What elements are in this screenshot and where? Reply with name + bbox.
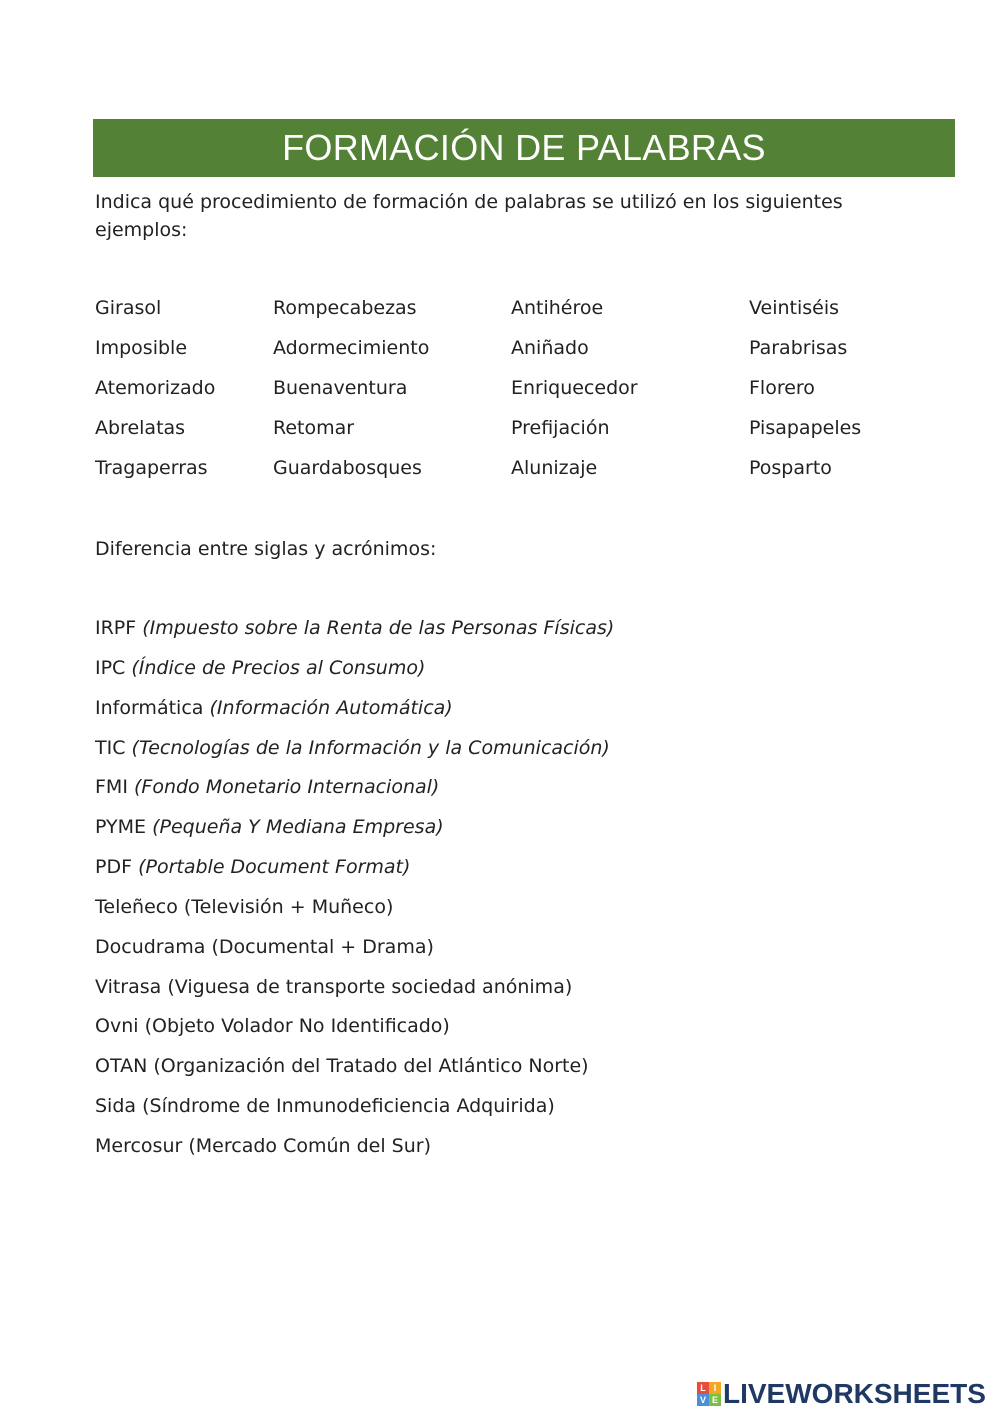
abbreviation-expansion: (Pequeña Y Mediana Empresa) [152,816,444,839]
abbreviation-item [95,1092,955,1132]
abbreviation-term: IRPF [95,617,137,639]
abbreviation-item [95,893,955,933]
abbreviation-expansion: (Fondo Monetario Internacional) [133,776,440,799]
word-example: Aniñado [511,337,589,359]
abbreviation-item [95,773,955,813]
logo-tile: L [697,1382,709,1394]
abbreviation-item [95,614,955,654]
page-title: FORMACIÓN DE PALABRAS [282,127,766,168]
abbreviation-term: OTAN [95,1055,148,1078]
logo-tile: I [709,1382,721,1394]
abbreviation-term: Sida [95,1095,137,1118]
abbreviation-item [95,734,955,774]
abbreviation-expansion: (Organización del Tratado del Atlántico Norte) [153,1055,589,1078]
abbreviation-expansion: (Mercado Común del Sur) [188,1134,431,1157]
word-example: Tragaperras [95,457,208,479]
abbreviation-term: PDF [95,856,133,879]
abbreviation-term: Ovni [95,1015,139,1038]
word-example: Pisapapeles [749,417,862,439]
title-banner [93,119,955,177]
word-example: Adormecimiento [273,337,430,359]
abbreviation-expansion: (Impuesto sobre la Renta de las Personas Físicas) [142,617,615,639]
word-example: Enriquecedor [511,377,638,399]
word-examples-grid [95,294,955,494]
abbreviation-term: FMI [95,776,128,799]
abbreviation-item [95,813,955,853]
abbreviation-term: Informática [95,696,204,719]
abbreviation-expansion: (Documental + Drama) [211,935,434,958]
word-row [95,294,955,334]
section-subheading: Diferencia entre siglas y acrónimos: [95,538,437,560]
word-example: Guardabosques [273,457,422,479]
abbreviation-term: Vitrasa [95,975,162,998]
abbreviation-expansion: (Información Automática) [209,696,453,719]
abbreviation-expansion: (Síndrome de Inmunodeficiencia Adquirida) [142,1095,555,1118]
word-example: Imposible [95,337,188,359]
abbreviation-term: Teleñeco [95,895,178,918]
logo-tile: E [709,1394,721,1406]
word-example: Buenaventura [273,377,408,399]
abbreviation-item [95,1132,955,1172]
abbreviation-term: TIC [95,736,126,759]
abbreviation-item [95,973,955,1013]
abbreviation-item [95,694,955,734]
logo-text: LIVEWORKSHEETS [723,1378,986,1409]
word-example: Abrelatas [95,417,186,439]
abbreviation-expansion: (Televisión + Muñeco) [183,895,394,918]
abbreviation-item [95,853,955,893]
abbreviation-expansion: (Viguesa de transporte sociedad anónima) [167,975,573,998]
logo-tile: V [697,1394,709,1406]
word-example: Veintiséis [749,297,840,319]
abbreviation-expansion: (Tecnologías de la Información y la Comunicación) [131,736,610,759]
word-example: Retomar [273,417,355,439]
word-example: Parabrisas [749,337,848,359]
logo-icon [697,1382,721,1406]
word-example: Rompecabezas [273,297,417,319]
instruction-text: Indica qué procedimiento de formación de palabras se utilizó en los siguientes ejemplos: [95,191,843,241]
word-example: Posparto [749,457,832,479]
word-example: Antihéroe [511,297,604,319]
word-example: Girasol [95,297,162,319]
word-example: Florero [749,377,815,399]
word-row [95,414,955,454]
word-example: Alunizaje [511,457,598,479]
abbreviation-item [95,1052,955,1092]
word-example: Atemorizado [95,377,216,399]
liveworksheets-logo [697,1378,986,1410]
abbreviation-term: PYME [95,816,147,839]
abbreviation-term: Docudrama [95,935,206,958]
word-row [95,334,955,374]
word-row [95,454,955,494]
abbreviation-item [95,933,955,973]
abbreviation-term: Mercosur [95,1134,183,1157]
abbreviation-expansion: (Objeto Volador No Identificado) [144,1015,450,1038]
word-row [95,374,955,414]
word-example: Prefijación [511,417,610,439]
abbreviations-list [95,614,955,1172]
abbreviation-item [95,1012,955,1052]
abbreviation-term: IPC [95,656,126,679]
abbreviation-item [95,654,955,694]
abbreviation-expansion: (Índice de Precios al Consumo) [131,656,426,679]
abbreviation-expansion: (Portable Document Format) [138,856,411,879]
